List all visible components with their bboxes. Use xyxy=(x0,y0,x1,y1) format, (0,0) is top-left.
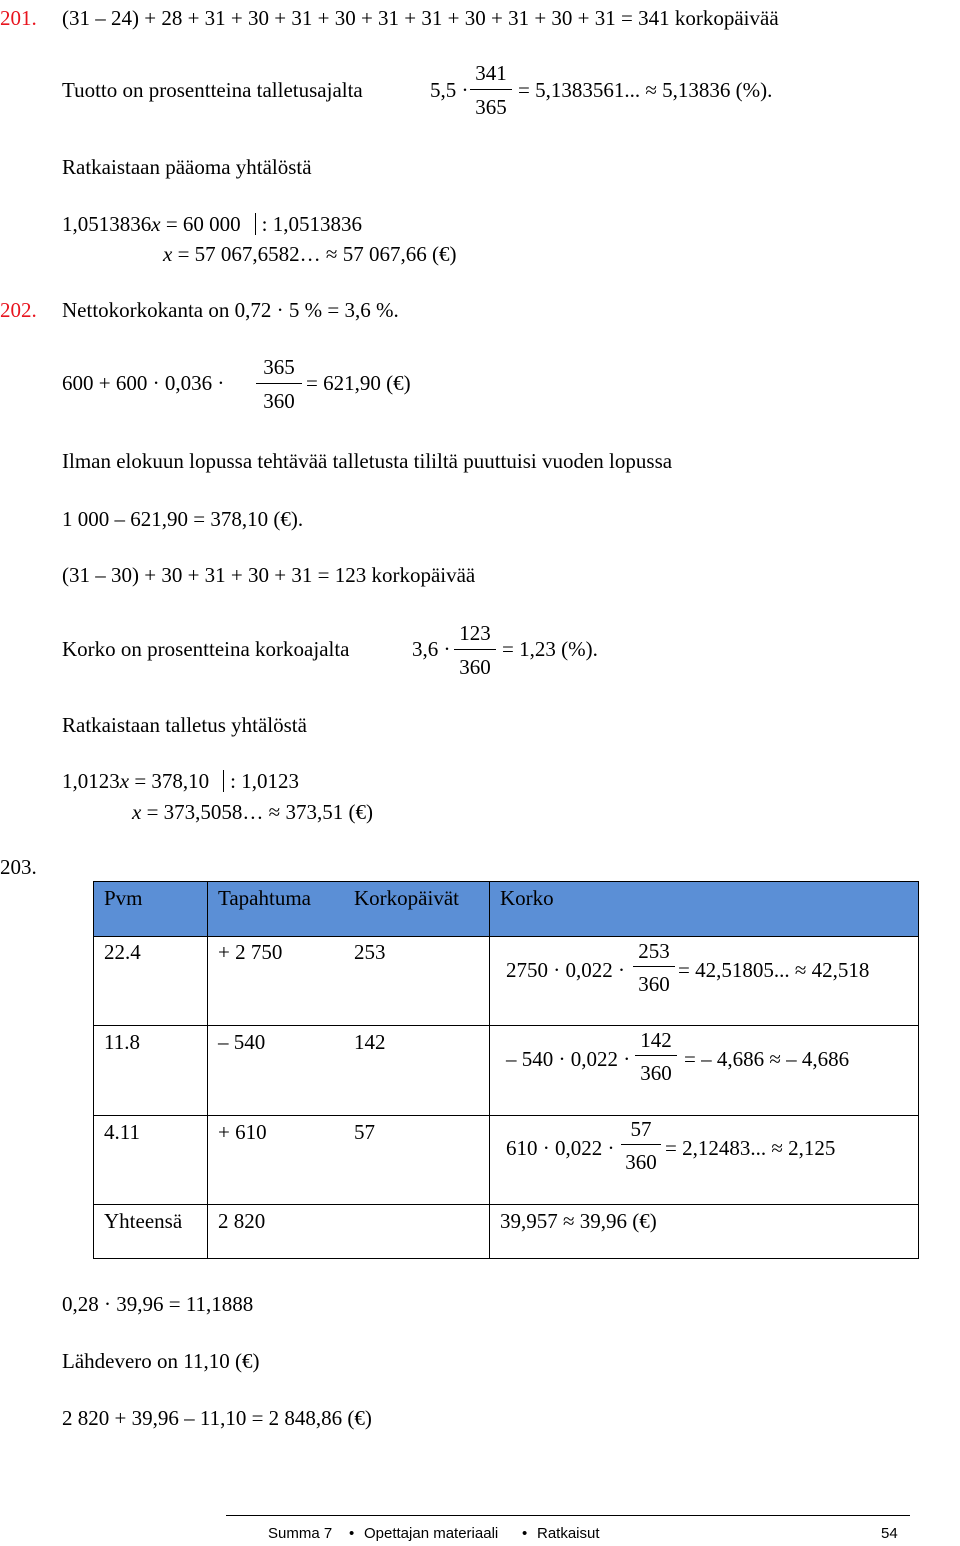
row-divider xyxy=(94,936,918,937)
solve-deposit-text: Ratkaistaan talletus yhtälöstä xyxy=(62,713,307,737)
row2-korko-right: = – 4,686 ≈ – 4,686 xyxy=(684,1047,850,1071)
fraction-bar xyxy=(635,1055,677,1056)
header-tapahtuma: Tapahtuma xyxy=(218,886,311,910)
eq-divisor: : 1,0123 xyxy=(230,769,300,793)
row-divider xyxy=(94,1204,918,1205)
tax-line: Lähdevero on 11,10 (€) xyxy=(62,1349,260,1373)
row2-date: 11.8 xyxy=(104,1030,140,1054)
row2-event: – 540 xyxy=(218,1030,266,1054)
row3-korko-right: = 2,12483... ≈ 2,125 xyxy=(665,1136,836,1160)
row1-numerator: 253 xyxy=(638,939,670,963)
net-rate-line: Nettokorkokanta on 0,72 · 5 % = 3,6 %. xyxy=(62,298,399,322)
row3-numerator: 57 xyxy=(630,1117,652,1141)
row1-korko-right: = 42,51805... ≈ 42,518 xyxy=(678,958,870,982)
eq-coefficient: 1,0123 xyxy=(62,769,120,793)
row1-korko-left: 2750 · 0,022 · xyxy=(506,958,625,982)
eq-coefficient: 1,0513836 xyxy=(62,212,152,236)
rate-denominator: 360 xyxy=(459,655,491,679)
row-divider xyxy=(94,1025,918,1026)
header-korkopaivat: Korkopäivät xyxy=(354,886,459,910)
footer-summa: Summa 7 xyxy=(268,1525,333,1542)
fraction-bar xyxy=(256,383,302,384)
row2-denominator: 360 xyxy=(640,1061,672,1085)
solve-capital-text: Ratkaistaan pääoma yhtälöstä xyxy=(62,155,312,179)
rate-fraction xyxy=(454,622,496,678)
yield-result: = 5,1383561... ≈ 5,13836 (%). xyxy=(518,78,773,102)
yield-fraction xyxy=(470,61,512,119)
day-count-line: (31 – 24) + 28 + 31 + 30 + 31 + 30 + 31 + 31 + 30 + 31 + 30 + 31 = 341 korkopäivää xyxy=(62,6,779,30)
footer-rule xyxy=(226,1515,910,1516)
row3-denominator: 360 xyxy=(625,1150,657,1174)
fraction-bar xyxy=(470,89,512,90)
equation-202-line1 xyxy=(62,769,299,793)
rate-left: 3,6 · xyxy=(412,637,451,661)
balance-numerator: 365 xyxy=(263,355,295,379)
fraction-bar xyxy=(633,966,675,967)
interest-table xyxy=(93,881,919,1259)
balance-fraction xyxy=(256,356,302,412)
row2-korko-left: – 540 · 0,022 · xyxy=(506,1047,631,1071)
fraction-bar xyxy=(454,649,496,650)
equation-201-line1 xyxy=(62,212,362,236)
header-korko: Korko xyxy=(500,886,554,910)
footer-material: Opettajan materiaali xyxy=(364,1525,499,1542)
page-number: 54 xyxy=(881,1525,898,1542)
row3-event: + 610 xyxy=(218,1120,267,1144)
yield-left: 5,5 · xyxy=(430,78,469,102)
rate-text: Korko on prosentteina korkoajalta xyxy=(62,637,350,661)
equation-202-line2 xyxy=(132,800,373,824)
eq-variable: x xyxy=(151,212,161,236)
divide-bar xyxy=(255,213,256,235)
eq-solution: = 373,5058… ≈ 373,51 (€) xyxy=(141,800,373,824)
eq-divisor: : 1,0513836 xyxy=(261,212,363,236)
row2-fraction xyxy=(635,1029,677,1083)
yield-denominator: 365 xyxy=(475,95,507,119)
row2-days: 142 xyxy=(354,1030,386,1054)
tax-calc-line: 0,28 · 39,96 = 11,1888 xyxy=(62,1292,254,1316)
row1-fraction xyxy=(633,940,675,994)
eq-solution: = 57 067,6582… ≈ 57 067,66 (€) xyxy=(172,242,457,266)
balance-denominator: 360 xyxy=(263,389,295,413)
eq-variable: x xyxy=(119,769,130,793)
divide-bar xyxy=(223,770,224,792)
eq-value: = 378,10 xyxy=(129,769,210,793)
problem-number-203: 203. xyxy=(0,855,37,879)
total-label: Yhteensä xyxy=(104,1209,183,1233)
eq-variable: x xyxy=(132,800,142,824)
row2-numerator: 142 xyxy=(640,1028,672,1052)
row3-date: 4.11 xyxy=(104,1120,140,1144)
column-divider xyxy=(207,882,208,1258)
rate-numerator: 123 xyxy=(459,621,491,645)
fraction-bar xyxy=(621,1144,661,1145)
eq-variable: x xyxy=(163,242,173,266)
footer-separator: • xyxy=(522,1525,528,1542)
eq-value: = 60 000 xyxy=(160,212,241,236)
row3-days: 57 xyxy=(354,1120,375,1144)
problem-number-202: 202. xyxy=(0,298,37,322)
balance-calc-right: = 621,90 (€) xyxy=(306,371,411,395)
header-pvm: Pvm xyxy=(104,886,143,910)
row1-days: 253 xyxy=(354,940,386,964)
row3-fraction xyxy=(621,1118,661,1172)
missing-text: Ilman elokuun lopussa tehtävää talletusta tililtä puuttuisi vuoden lopussa xyxy=(62,449,673,473)
yield-numerator: 341 xyxy=(475,61,507,85)
footer-ratkaisut: Ratkaisut xyxy=(537,1525,600,1542)
row1-event: + 2 750 xyxy=(218,940,283,964)
total-korko: 39,957 ≈ 39,96 (€) xyxy=(500,1209,657,1233)
row-divider xyxy=(94,1115,918,1116)
row1-denominator: 360 xyxy=(638,972,670,996)
row3-korko-left: 610 · 0,022 · xyxy=(506,1136,615,1160)
equation-201-line2 xyxy=(163,242,456,266)
interest-days-line: (31 – 30) + 30 + 31 + 30 + 31 = 123 korkopäivää xyxy=(62,563,476,587)
missing-calc: 1 000 – 621,90 = 378,10 (€). xyxy=(62,507,304,531)
yield-text: Tuotto on prosentteina talletusajalta xyxy=(62,78,363,102)
problem-number-201: 201. xyxy=(0,6,37,30)
row1-date: 22.4 xyxy=(104,940,141,964)
footer-separator: • xyxy=(349,1525,355,1542)
rate-result: = 1,23 (%). xyxy=(502,637,598,661)
column-divider xyxy=(489,882,490,1258)
final-balance-line: 2 820 + 39,96 – 11,10 = 2 848,86 (€) xyxy=(62,1406,372,1430)
balance-calc-left: 600 + 600 · 0,036 · xyxy=(62,371,225,395)
total-event: 2 820 xyxy=(218,1209,266,1233)
